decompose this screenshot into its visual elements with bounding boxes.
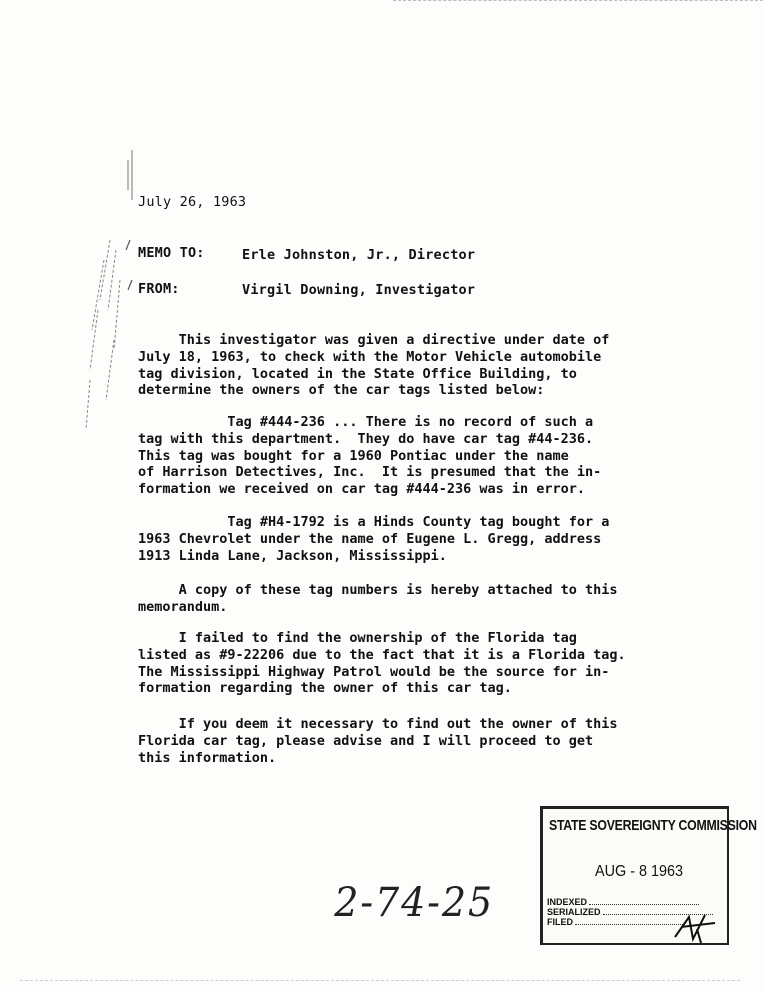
top-border-mark [393,0,763,3]
paragraph-line: this information. [138,749,277,766]
paragraph-closing [138,716,678,766]
stamp-serialized-label: SERIALIZED [547,907,601,917]
stamp-filed-row [547,917,685,927]
stamp-indexed-label: INDEXED [547,897,588,907]
paragraph-line: I failed to find the ownership of the Florida tag [138,630,577,646]
stamp-filed-label: FILED [547,917,573,927]
paragraph-line: determine the owners of the car tags listed below: [138,382,545,399]
memo-to-label: MEMO TO: [138,245,205,261]
paragraph-line: formation we received on car tag #444-236 was in error. [138,481,586,498]
paragraph-line: The Mississippi Highway Patrol would be the source for in- [138,663,610,680]
paragraph-line: This investigator was given a directive under date of [138,332,610,348]
margin-marks [70,140,140,460]
paragraph-line: This tag was bought for a 1960 Pontiac under the name [138,447,569,464]
paragraph-line: A copy of these tag numbers is hereby attached to this [138,582,618,598]
paragraph-attachment [138,582,678,616]
memo-date: July 26, 1963 [138,194,247,210]
paragraph-line: Tag #H4-1792 is a Hinds County tag bought for a [138,514,610,530]
stamp-title: STATE SOVEREIGNTY COMMISSION [549,817,757,834]
paragraph-florida-tag [138,630,678,697]
memo-from-value: Virgil Downing, Investigator [242,282,476,298]
initials-scribble [671,909,721,945]
paragraph-tag-h4-1792 [138,514,678,564]
paragraph-line: If you deem it necessary to find out the owner of this [138,716,618,732]
paragraph-directive [138,332,678,399]
paragraph-tag-444-236 [138,414,678,498]
paragraph-line: formation regarding the owner of this car tag. [138,680,512,697]
paragraph-line: listed as #9-22206 due to the fact that it is a Florida tag. [138,646,626,663]
paragraph-line: July 18, 1963, to check with the Motor Vehicle automobile [138,348,602,365]
commission-received-stamp [540,806,757,945]
paragraph-line: Florida car tag, please advise and I will proceed to get [138,732,594,749]
paragraph-line: tag division, located in the State Office Building, to [138,365,577,382]
handwritten-file-number: 2-74-25 [334,880,495,926]
stamp-date: AUG - 8 1963 [595,863,684,880]
paragraph-line: 1963 Chevrolet under the name of Eugene L. Gregg, address [138,530,602,547]
memo-to-value: Erle Johnston, Jr., Director [242,247,476,263]
bottom-border-mark [20,980,740,982]
paragraph-line: of Harrison Detectives, Inc. It is presumed that the in- [138,464,602,481]
paragraph-line: memorandum. [138,598,228,615]
paragraph-line: tag with this department. They do have car tag #44-236. [138,430,594,447]
memo-from-label: FROM: [138,281,180,297]
stamp-indexed-row [547,897,699,907]
paragraph-line: 1913 Linda Lane, Jackson, Mississippi. [138,547,447,564]
paragraph-line: Tag #444-236 ... There is no record of such a [138,414,594,430]
